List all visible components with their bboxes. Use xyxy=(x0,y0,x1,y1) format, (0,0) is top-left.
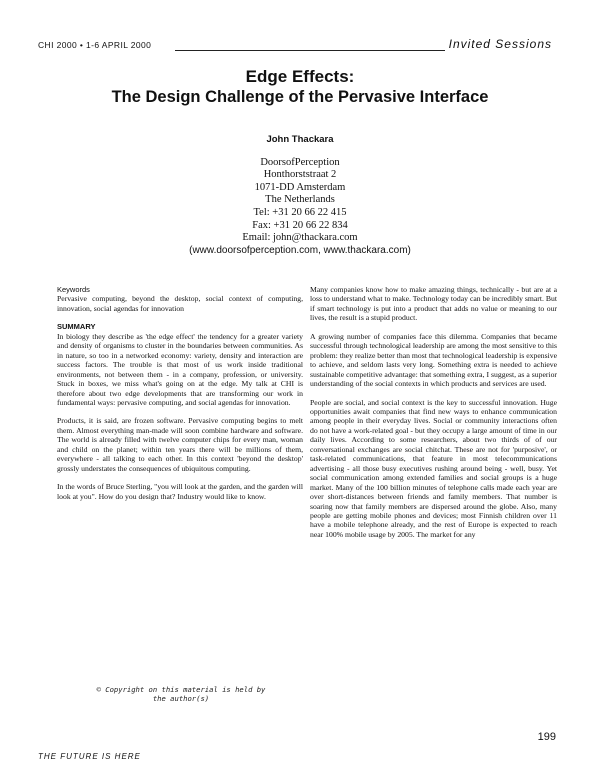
body-paragraph: People are social, and social context is the key to successful innovation. Huge opportunities await companies that find new ways to enhance communication among people in their everyday lives. Social or community interactions often do not have a work-related goal - but they occupy a large amount of time in our daily lives. According to some researchers, about two thirds of of our conversational exchanges are social chitchat. These are not for 'purposive', or task-related communications, that feature in most telecommunications advertising - all those busy executives rushing around being - well, busy. Yet social communication among extended families and social groups is a huge market. Many of the 100 billion minutes of telephone calls made each year are over short-distances between friends and family members. That number is soaring now that family members are dispersed around the globe. Also, many people are getting mobile phones and devices; most Finnish children over 11 have a mobile telephone already, and the rest of Europe is expected to reach near 100% mobile usage by 2005. The market for any xyxy=(310,397,557,539)
footer-tagline: THE FUTURE IS HERE xyxy=(38,752,141,761)
copyright-notice xyxy=(58,685,304,703)
left-column xyxy=(57,285,303,510)
affiliation-line: Tel: +31 20 66 22 415 xyxy=(253,206,347,218)
summary-paragraph: In the words of Bruce Sterling, "you will look at the garden, and the garden will look at you". How do you design that? Industry would like to know. xyxy=(57,482,303,501)
copyright-line-1: © Copyright on this material is held by xyxy=(96,685,266,694)
body-paragraph: A growing number of companies face this dilemma. Companies that became successful through technological leadership are among the most sensitive to this problem: they realize better than most that technological leadership is expensive to achieve, and seldom lasts very long. Something extra is needed to achieve sustainable competitive advantage: that something extra, I suggest, as a superior understanding of the social contexts in which products and services are used. xyxy=(310,331,557,389)
affiliation-line: 1071-DD Amsterdam xyxy=(254,181,346,193)
author-name: John Thackara xyxy=(266,134,334,145)
section-header: Invited Sessions xyxy=(448,37,552,51)
affiliation-line: The Netherlands xyxy=(265,194,335,206)
author-websites: (www.doorsofperception.com, www.thackara.com) xyxy=(189,244,411,256)
author-block xyxy=(0,134,600,257)
summary-paragraph: In biology they describe as 'the edge effect' the tendency for a greater variety and density of organisms to cluster in the boundaries between communities. As in nature, so too in a networked economy: variety, density and interaction are success factors. The trouble is that most of us work inside traditional environments, not between them - in a company, profession, or university. Stuck in boxes, we miss what's going on at the edge. My talk at CHI is therefore about two edge developments that are transforming our work in fundamental ways: pervasive computing, and social agendas for innovation. xyxy=(57,331,303,407)
paper-title xyxy=(0,66,600,108)
page-number: 199 xyxy=(537,731,556,743)
copyright-line-2: the author(s) xyxy=(152,694,210,703)
title-line-1: Edge Effects: xyxy=(245,67,355,86)
title-line-2: The Design Challenge of the Pervasive Interface xyxy=(111,88,489,106)
keywords-heading: Keywords xyxy=(57,285,90,294)
summary-paragraph: Products, it is said, are frozen software. Pervasive computing begins to melt them. Almost everything man-made will soon combine hardware and software. The world is already filled with twelve computer chips for every man, woman and child on the planet; within ten years there will be millions of them, everywhere - all talking to each other. In this context 'beyond the desktop' grossly understates the consequences of ubiquitous computing. xyxy=(57,416,303,473)
author-email: Email: john@thackara.com xyxy=(242,232,358,244)
affiliation-line: DoorsofPerception xyxy=(260,156,340,168)
keywords-text: Pervasive computing, beyond the desktop, social context of computing, innovation, social agendas for innovation xyxy=(57,294,303,313)
header-rule xyxy=(175,50,445,51)
affiliation-line: Honthorststraat 2 xyxy=(263,169,337,181)
conference-header: CHI 2000 • 1-6 APRIL 2000 xyxy=(38,40,152,50)
body-paragraph: Many companies know how to make amazing things, technically - but are at a loss to understand what to make. Technology today can be incredibly smart. But if smart technology is put into a product that adds no value or meaning to our lives, the result is a stupid product. xyxy=(310,285,557,323)
summary-heading: SUMMARY xyxy=(57,322,96,332)
right-column xyxy=(310,285,557,548)
affiliation-line: Fax: +31 20 66 22 834 xyxy=(252,219,348,231)
